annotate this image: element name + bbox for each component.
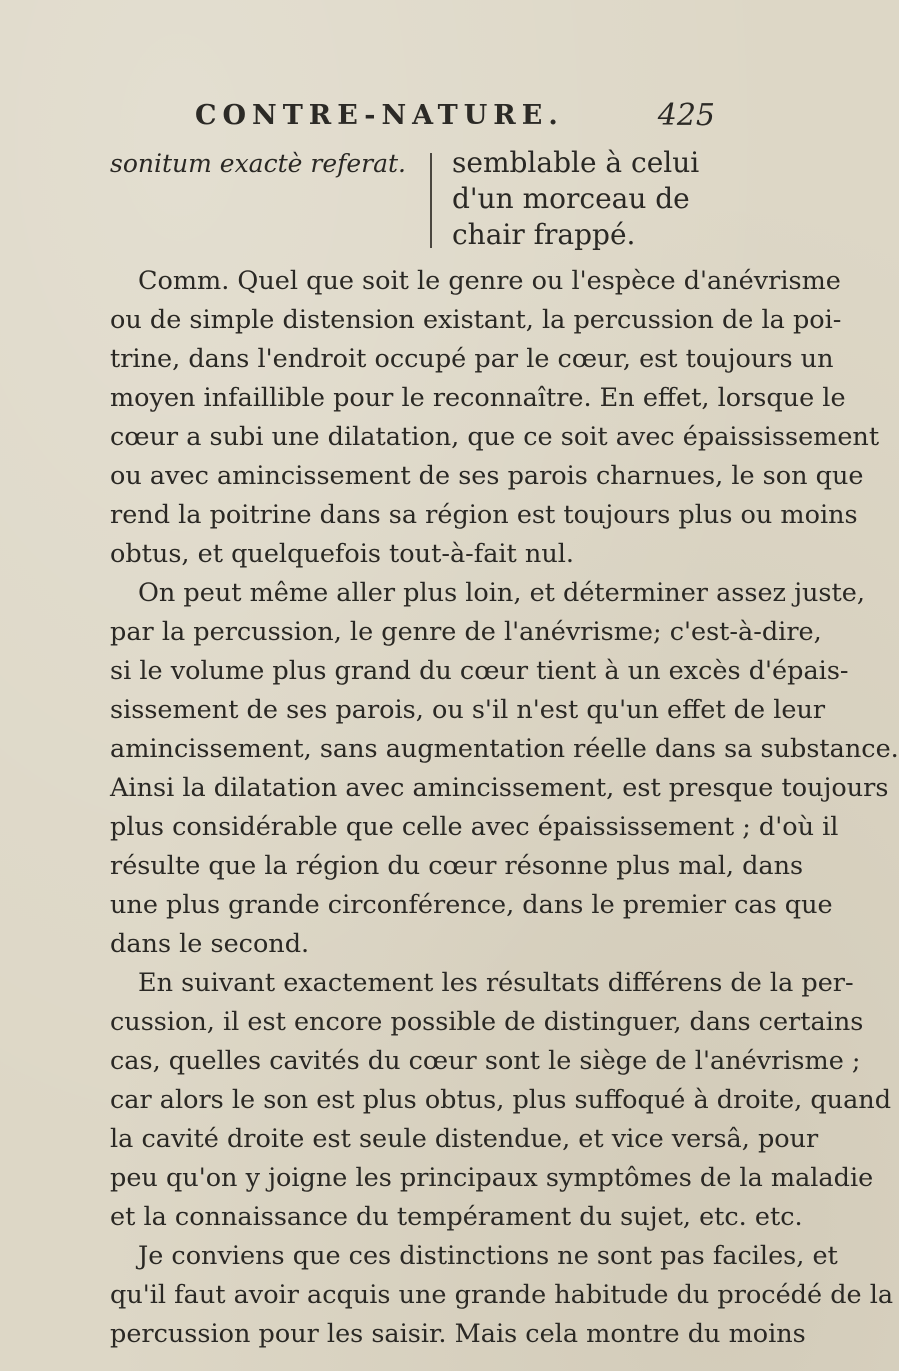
body-text [110, 262, 899, 1354]
text-line: percussion pour les saisir. Mais cela montre du moins [110, 1319, 806, 1349]
running-title: CONTRE-NATURE. [195, 100, 564, 131]
text-line: peu qu'on y joigne les principaux symptômes de la maladie [110, 1163, 874, 1193]
page-number: 425 [657, 98, 715, 133]
text-line: Comm. Quel que soit le genre ou l'espèce d'anévrisme [138, 266, 841, 296]
paragraph-2 [110, 574, 899, 964]
text-line: la cavité droite est seule distendue, et vice versâ, pour [110, 1124, 819, 1154]
text-line: obtus, et quelquefois tout-à-fait nul. [110, 539, 575, 569]
text-line: En suivant exactement les résultats différens de la per- [138, 968, 854, 998]
text-line: moyen infaillible pour le reconnaître. En effet, lorsque le [110, 383, 846, 413]
text-line: ou avec amincissement de ses parois charnues, le son que [110, 461, 864, 491]
latin-quote: sonitum exactè referat. [110, 149, 407, 178]
text-line: On peut même aller plus loin, et déterminer assez juste, [138, 578, 865, 608]
text-line: car alors le son est plus obtus, plus suffoqué à droite, quand [110, 1085, 892, 1115]
text-line: ou de simple distension existant, la percussion de la poi- [110, 305, 842, 335]
text-line: sissement de ses parois, ou s'il n'est qu'un effet de leur [110, 695, 826, 725]
text-line: Je conviens que ces distinctions ne sont pas faciles, et [138, 1241, 838, 1271]
text-line: cas, quelles cavités du cœur sont le siège de l'anévrisme ; [110, 1046, 861, 1076]
quote-divider [430, 153, 432, 248]
text-line: résulte que la région du cœur résonne plus mal, dans [110, 851, 804, 881]
text-line: amincissement, sans augmentation réelle dans sa substance. [110, 734, 899, 764]
text-line: Ainsi la dilatation avec amincissement, est presque toujours [110, 773, 889, 803]
text-line: qu'il faut avoir acquis une grande habitude du procédé de la [110, 1280, 894, 1310]
text-line: cœur a subi une dilatation, que ce soit avec épaississement [110, 422, 880, 452]
text-line: trine, dans l'endroit occupé par le cœur, est toujours un [110, 344, 834, 374]
text-line: rend la poitrine dans sa région est toujours plus ou moins [110, 500, 858, 530]
text-line: plus considérable que celle avec épaississement ; d'où il [110, 812, 839, 842]
paragraph-3 [110, 964, 892, 1237]
text-line: si le volume plus grand du cœur tient à un excès d'épais- [110, 656, 849, 686]
text-line: cussion, il est encore possible de distinguer, dans certains [110, 1007, 864, 1037]
text-line: et la connaissance du tempérament du sujet, etc. etc. [110, 1202, 803, 1232]
text-line: par la percussion, le genre de l'anévrisme; c'est-à-dire, [110, 617, 822, 647]
french-translation: semblable à celui d'un morceau de chair frappé. [452, 146, 700, 251]
text-line: dans le second. [110, 929, 310, 959]
paragraph-4 [110, 1237, 894, 1354]
paragraph-1 [110, 262, 880, 574]
running-head [195, 100, 715, 140]
epigraph [110, 145, 735, 255]
text-line: une plus grande circonférence, dans le premier cas que [110, 890, 833, 920]
